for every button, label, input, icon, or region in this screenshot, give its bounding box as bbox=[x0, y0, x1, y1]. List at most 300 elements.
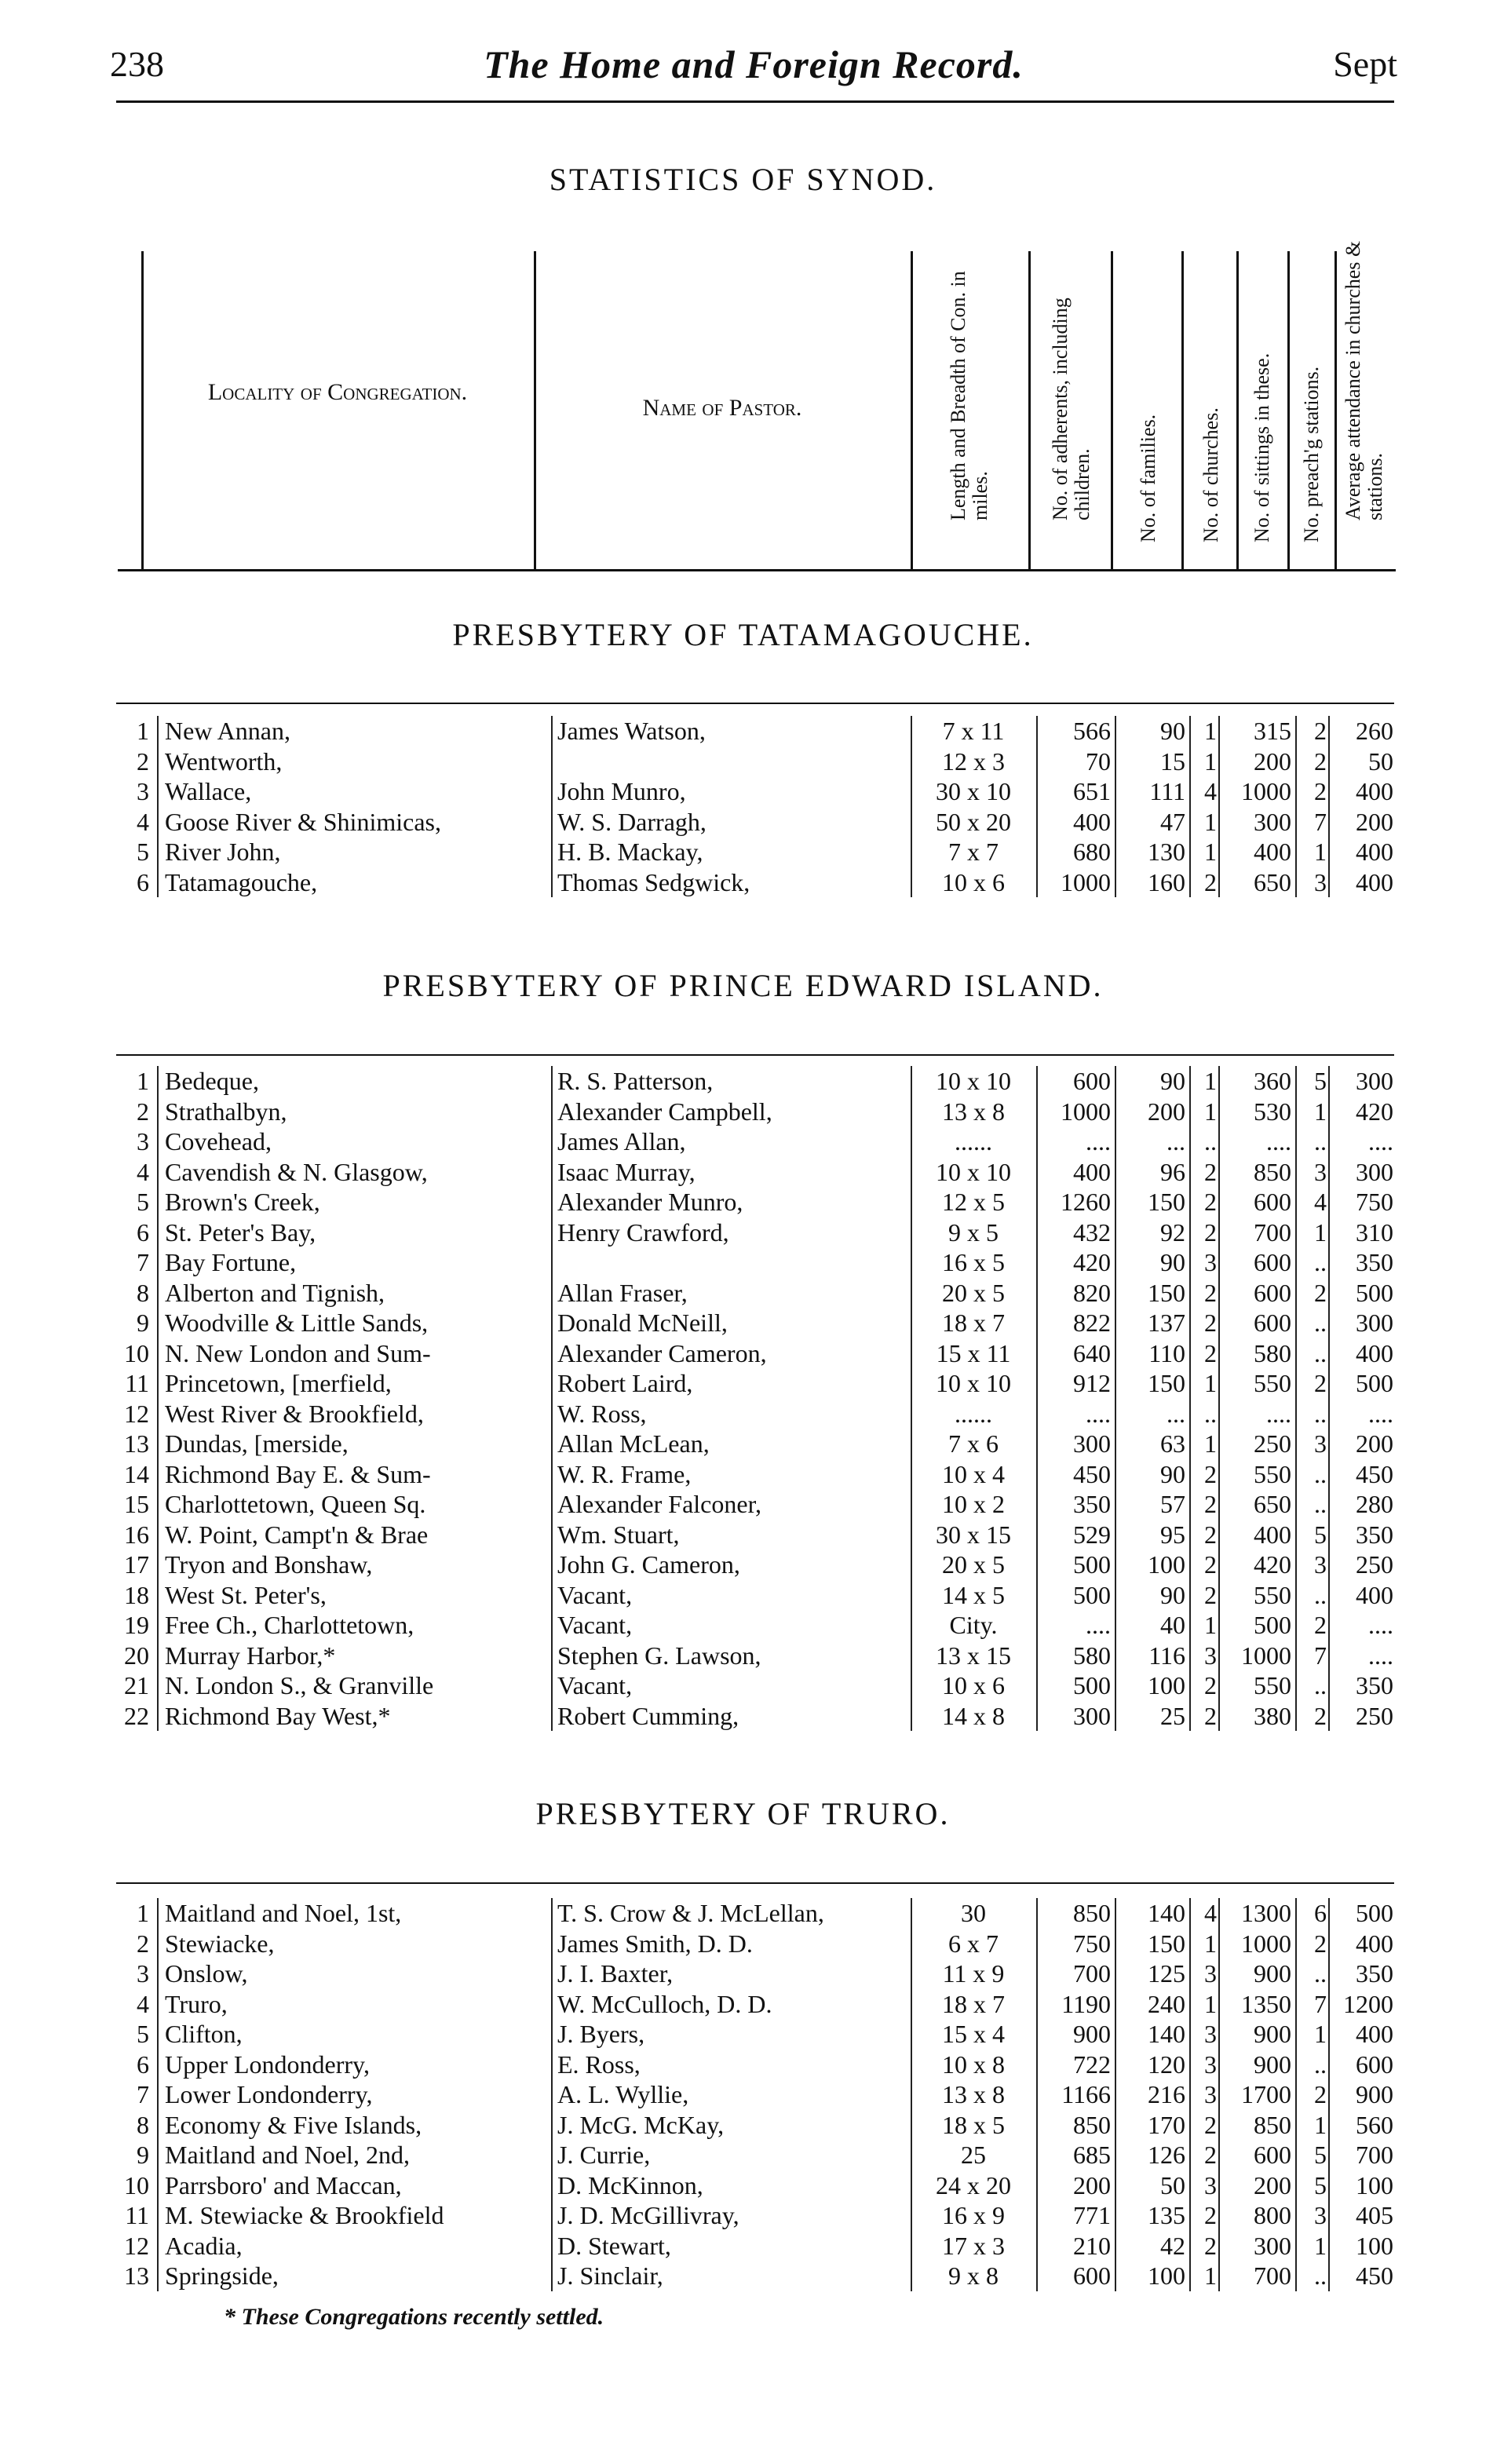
congregation-size: 10 x 6 bbox=[942, 1671, 1005, 1699]
row-number: 6 bbox=[137, 2050, 149, 2079]
adherents-count: 1166 bbox=[1061, 2080, 1111, 2108]
congregation-locality: Stewiacke, bbox=[165, 1929, 275, 1958]
average-attendance: 420 bbox=[1356, 1097, 1393, 1126]
preaching-stations-count: 2 bbox=[1314, 2080, 1327, 2108]
congregation-locality: Wentworth, bbox=[165, 747, 283, 776]
churches-count: 3 bbox=[1204, 1641, 1217, 1670]
sittings-count: 600 bbox=[1254, 1309, 1291, 1337]
congregation-locality: West St. Peter's, bbox=[165, 1580, 327, 1609]
row-number: 21 bbox=[124, 1671, 149, 1699]
sittings-count: 550 bbox=[1254, 1369, 1291, 1397]
row-number: 2 bbox=[137, 747, 149, 776]
adherents-count: 850 bbox=[1073, 2110, 1111, 2139]
adherents-count: 580 bbox=[1073, 1641, 1111, 1670]
churches-count: 4 bbox=[1204, 777, 1217, 805]
pastor-name: James Allan, bbox=[557, 1127, 686, 1155]
row-number: 8 bbox=[137, 2110, 149, 2139]
table-row bbox=[118, 1126, 1397, 1157]
table-row bbox=[118, 1489, 1397, 1520]
churches-count: 2 bbox=[1204, 1701, 1217, 1730]
sittings-count: 550 bbox=[1254, 1580, 1291, 1609]
pastor-name: D. Stewart, bbox=[557, 2231, 671, 2260]
table-row bbox=[118, 1338, 1397, 1369]
families-count: 135 bbox=[1148, 2201, 1185, 2229]
congregation-size: 18 x 5 bbox=[942, 2110, 1005, 2139]
preaching-stations-count: 5 bbox=[1314, 1067, 1327, 1095]
table-row bbox=[118, 2140, 1397, 2170]
congregation-locality: Springside, bbox=[165, 2261, 279, 2290]
preaching-stations-count: .. bbox=[1314, 1490, 1327, 1518]
column-divider bbox=[534, 251, 536, 569]
pastor-name: Vacant, bbox=[557, 1671, 633, 1699]
congregation-size: 14 x 8 bbox=[942, 1701, 1005, 1730]
congregation-size: 7 x 7 bbox=[948, 838, 999, 866]
congregation-size: 10 x 10 bbox=[936, 1157, 1011, 1186]
pastor-name: Alexander Falconer, bbox=[557, 1490, 761, 1518]
pastor-name: J. Sinclair, bbox=[557, 2261, 663, 2290]
congregation-locality: Maitland and Noel, 2nd, bbox=[165, 2141, 410, 2169]
row-number: 1 bbox=[137, 717, 149, 745]
table-row bbox=[118, 1580, 1397, 1611]
adherents-count: 771 bbox=[1073, 2201, 1111, 2229]
row-number: 16 bbox=[124, 1520, 149, 1549]
churches-count: 3 bbox=[1204, 2170, 1217, 2199]
pastor-name: J. D. McGillivray, bbox=[557, 2201, 739, 2229]
average-attendance: 560 bbox=[1356, 2110, 1393, 2139]
adherents-count: 300 bbox=[1073, 1701, 1111, 1730]
congregation-locality: Maitland and Noel, 1st, bbox=[165, 1899, 402, 1927]
churches-count: 2 bbox=[1204, 1157, 1217, 1186]
sittings-count: 1700 bbox=[1241, 2080, 1291, 2108]
congregation-locality: Princetown, [merfield, bbox=[165, 1369, 392, 1397]
congregation-size: 10 x 6 bbox=[942, 867, 1005, 896]
average-attendance: 400 bbox=[1356, 838, 1393, 866]
average-attendance: 300 bbox=[1356, 1157, 1393, 1186]
average-attendance: 1200 bbox=[1343, 1989, 1393, 2018]
churches-count: 2 bbox=[1204, 1217, 1217, 1247]
row-number: 22 bbox=[124, 1701, 149, 1730]
row-number: 13 bbox=[124, 1429, 149, 1458]
table-row bbox=[118, 747, 1397, 777]
average-attendance: .... bbox=[1368, 1127, 1393, 1155]
stations-column-header: No. preach'g stations. bbox=[1299, 366, 1323, 542]
congregation-size: 17 x 3 bbox=[942, 2231, 1005, 2260]
pastor-name: Vacant, bbox=[557, 1611, 633, 1639]
average-attendance: 100 bbox=[1356, 2231, 1393, 2260]
table-row bbox=[118, 1701, 1397, 1732]
table-row bbox=[118, 1670, 1397, 1701]
congregation-size: 24 x 20 bbox=[936, 2170, 1011, 2199]
congregation-locality: N. New London and Sum- bbox=[165, 1338, 431, 1367]
average-attendance: 600 bbox=[1356, 2050, 1393, 2079]
adherents-count: .... bbox=[1086, 1127, 1111, 1155]
table-row bbox=[118, 1217, 1397, 1248]
presbytery-heading: PRESBYTERY OF TRURO. bbox=[535, 1796, 951, 1831]
families-count: 96 bbox=[1160, 1157, 1185, 1186]
average-attendance: 350 bbox=[1356, 1520, 1393, 1549]
average-attendance: 350 bbox=[1356, 1671, 1393, 1699]
families-count: 140 bbox=[1148, 1899, 1185, 1927]
families-count: 25 bbox=[1160, 1701, 1185, 1730]
churches-count: 1 bbox=[1204, 1989, 1217, 2018]
sittings-count: 1350 bbox=[1241, 1989, 1291, 2018]
footnote: * These Congregations recently settled. bbox=[224, 2304, 604, 2330]
churches-count: 3 bbox=[1204, 1248, 1217, 1276]
churches-count: 2 bbox=[1204, 867, 1217, 896]
families-column-header: No. of families. bbox=[1136, 414, 1159, 542]
table-row bbox=[118, 1429, 1397, 1459]
sittings-count: 600 bbox=[1254, 1248, 1291, 1276]
sittings-column-header: No. of sittings in these. bbox=[1250, 352, 1273, 542]
adherents-count: 420 bbox=[1073, 1248, 1111, 1276]
average-attendance: 260 bbox=[1356, 717, 1393, 745]
congregation-size: 15 x 11 bbox=[936, 1338, 1011, 1367]
preaching-stations-count: 1 bbox=[1314, 838, 1327, 866]
section-rule bbox=[116, 703, 1394, 704]
average-attendance: 500 bbox=[1356, 1278, 1393, 1307]
average-attendance: .... bbox=[1368, 1399, 1393, 1428]
preaching-stations-count: 2 bbox=[1314, 1929, 1327, 1958]
average-attendance: 405 bbox=[1356, 2201, 1393, 2229]
average-attendance: 250 bbox=[1356, 1550, 1393, 1579]
row-number: 9 bbox=[137, 2141, 149, 2169]
churches-count: .. bbox=[1204, 1399, 1217, 1428]
average-attendance: 200 bbox=[1356, 1429, 1393, 1458]
sittings-count: 900 bbox=[1254, 2050, 1291, 2079]
congregation-locality: Bedeque, bbox=[165, 1067, 259, 1095]
pastor-name: W. McCulloch, D. D. bbox=[557, 1989, 772, 2018]
row-number: 15 bbox=[124, 1490, 149, 1518]
table-row bbox=[118, 867, 1397, 898]
pastor-name: W. R. Frame, bbox=[557, 1459, 692, 1488]
average-attendance: 310 bbox=[1356, 1217, 1393, 1247]
congregation-locality: Covehead, bbox=[165, 1127, 272, 1155]
families-count: 137 bbox=[1148, 1309, 1185, 1337]
average-attendance: 450 bbox=[1356, 2261, 1393, 2290]
churches-count: 2 bbox=[1204, 2231, 1217, 2260]
adherents-column-header: No. of adherents, including children. bbox=[1049, 298, 1094, 520]
families-count: 47 bbox=[1160, 807, 1185, 836]
table-row bbox=[118, 2019, 1397, 2050]
row-number: 3 bbox=[137, 777, 149, 805]
table-row bbox=[118, 2170, 1397, 2201]
congregation-locality: Alberton and Tignish, bbox=[165, 1278, 385, 1307]
preaching-stations-count: 2 bbox=[1314, 1278, 1327, 1307]
families-count: 130 bbox=[1148, 838, 1185, 866]
row-number: 11 bbox=[125, 1369, 149, 1397]
churches-count: 1 bbox=[1204, 1611, 1217, 1639]
pastor-name: R. S. Patterson, bbox=[557, 1067, 714, 1095]
families-count: 150 bbox=[1148, 1929, 1185, 1958]
adherents-count: 70 bbox=[1086, 747, 1111, 776]
families-count: 57 bbox=[1160, 1490, 1185, 1518]
congregation-size: 10 x 10 bbox=[936, 1369, 1011, 1397]
row-number: 2 bbox=[137, 1097, 149, 1126]
congregation-locality: Onslow, bbox=[165, 1959, 248, 1988]
presbytery-table bbox=[118, 1898, 1397, 2291]
pastor-name: A. L. Wyllie, bbox=[557, 2080, 689, 2108]
adherents-count: 1260 bbox=[1061, 1188, 1111, 1216]
average-attendance: 750 bbox=[1356, 1188, 1393, 1216]
families-count: 90 bbox=[1160, 717, 1185, 745]
congregation-locality: River John, bbox=[165, 838, 281, 866]
sittings-count: 500 bbox=[1254, 1611, 1291, 1639]
preaching-stations-count: 2 bbox=[1314, 1701, 1327, 1730]
congregation-locality: Bay Fortune, bbox=[165, 1248, 297, 1276]
churches-count: 2 bbox=[1204, 1338, 1217, 1367]
adherents-count: 200 bbox=[1073, 2170, 1111, 2199]
presbytery-heading: PRESBYTERY OF TATAMAGOUCHE. bbox=[452, 617, 1034, 652]
preaching-stations-count: 1 bbox=[1314, 1217, 1327, 1247]
pastor-name: Robert Cumming, bbox=[557, 1701, 739, 1730]
pastor-name: Alexander Munro, bbox=[557, 1188, 743, 1216]
congregation-locality: Clifton, bbox=[165, 2020, 243, 2048]
adherents-count: 432 bbox=[1073, 1217, 1111, 1247]
running-month: Sept bbox=[1333, 44, 1397, 84]
row-number: 20 bbox=[124, 1641, 149, 1670]
churches-count: 3 bbox=[1204, 2080, 1217, 2108]
row-number: 17 bbox=[124, 1550, 149, 1579]
congregation-locality: W. Point, Campt'n & Brae bbox=[165, 1520, 429, 1549]
churches-count: 2 bbox=[1204, 2201, 1217, 2229]
pastor-name: Robert Laird, bbox=[557, 1369, 693, 1397]
families-count: 150 bbox=[1148, 1188, 1185, 1216]
preaching-stations-count: 1 bbox=[1314, 2020, 1327, 2048]
families-count: 140 bbox=[1148, 2020, 1185, 2048]
adherents-count: 900 bbox=[1073, 2020, 1111, 2048]
column-divider bbox=[1287, 251, 1290, 569]
adherents-count: 500 bbox=[1073, 1580, 1111, 1609]
average-attendance: 400 bbox=[1356, 2020, 1393, 2048]
preaching-stations-count: .. bbox=[1314, 1127, 1327, 1155]
families-count: 116 bbox=[1148, 1641, 1185, 1670]
table-row bbox=[118, 2261, 1397, 2291]
pastor-name: Stephen G. Lawson, bbox=[557, 1641, 761, 1670]
pastor-name: Henry Crawford, bbox=[557, 1217, 729, 1247]
column-divider bbox=[1028, 251, 1031, 569]
congregation-size: 6 x 7 bbox=[948, 1929, 999, 1958]
presbytery-table bbox=[118, 716, 1397, 897]
sittings-count: 650 bbox=[1254, 867, 1291, 896]
presbytery-heading: PRESBYTERY OF PRINCE EDWARD ISLAND. bbox=[382, 968, 1104, 1003]
preaching-stations-count: 3 bbox=[1314, 1157, 1327, 1186]
churches-count: 1 bbox=[1204, 1369, 1217, 1397]
row-number: 6 bbox=[137, 1217, 149, 1247]
congregation-locality: Richmond Bay West,* bbox=[165, 1701, 391, 1730]
average-attendance: .... bbox=[1368, 1611, 1393, 1639]
average-attendance: 350 bbox=[1356, 1248, 1393, 1276]
attendance-column-header: Average attendance in churches & stations. bbox=[1341, 240, 1386, 520]
congregation-size: 50 x 20 bbox=[936, 807, 1011, 836]
churches-count: 2 bbox=[1204, 1520, 1217, 1549]
adherents-count: 700 bbox=[1073, 1959, 1111, 1988]
preaching-stations-count: 2 bbox=[1314, 1611, 1327, 1639]
congregation-locality: N. London S., & Granville bbox=[165, 1671, 434, 1699]
column-divider bbox=[911, 251, 913, 569]
churches-count: 1 bbox=[1204, 1067, 1217, 1095]
pastor-name: T. S. Crow & J. McLellan, bbox=[557, 1899, 824, 1927]
families-count: 40 bbox=[1160, 1611, 1185, 1639]
section-rule bbox=[116, 1054, 1394, 1056]
average-attendance: 250 bbox=[1356, 1701, 1393, 1730]
table-row bbox=[118, 776, 1397, 807]
families-count: 125 bbox=[1148, 1959, 1185, 1988]
congregation-locality: New Annan, bbox=[165, 717, 290, 745]
families-count: 90 bbox=[1160, 1067, 1185, 1095]
row-number: 4 bbox=[137, 1989, 149, 2018]
preaching-stations-count: .. bbox=[1314, 1580, 1327, 1609]
families-count: 100 bbox=[1148, 1671, 1185, 1699]
churches-count: 2 bbox=[1204, 2141, 1217, 2169]
pastor-name: J. Byers, bbox=[557, 2020, 645, 2048]
congregation-locality: West River & Brookfield, bbox=[165, 1399, 424, 1428]
adherents-count: 300 bbox=[1073, 1429, 1111, 1458]
congregation-locality: Cavendish & N. Glasgow, bbox=[165, 1157, 428, 1186]
churches-count: 1 bbox=[1204, 2261, 1217, 2290]
preaching-stations-count: .. bbox=[1314, 1248, 1327, 1276]
pastor-name: E. Ross, bbox=[557, 2050, 641, 2079]
congregation-size: 7 x 6 bbox=[948, 1429, 999, 1458]
pastor-name: James Smith, D. D. bbox=[557, 1929, 753, 1958]
sittings-count: 800 bbox=[1254, 2201, 1291, 2229]
families-count: 90 bbox=[1160, 1580, 1185, 1609]
families-count: 100 bbox=[1148, 1550, 1185, 1579]
average-attendance: .... bbox=[1368, 1641, 1393, 1670]
preaching-stations-count: 1 bbox=[1314, 2110, 1327, 2139]
congregation-size: 18 x 7 bbox=[942, 1989, 1005, 2018]
congregation-size: 30 bbox=[961, 1899, 986, 1927]
pastor-name: J. I. Baxter, bbox=[557, 1959, 674, 1988]
table-row bbox=[118, 2050, 1397, 2080]
congregation-size: 16 x 5 bbox=[942, 1248, 1005, 1276]
average-attendance: 400 bbox=[1356, 1580, 1393, 1609]
table-row bbox=[118, 1989, 1397, 2020]
pastor-name: J. McG. McKay, bbox=[557, 2110, 725, 2139]
sittings-count: 200 bbox=[1254, 747, 1291, 776]
churches-count: .. bbox=[1204, 1127, 1217, 1155]
churches-count: 4 bbox=[1204, 1899, 1217, 1927]
adherents-count: .... bbox=[1086, 1611, 1111, 1639]
average-attendance: 300 bbox=[1356, 1067, 1393, 1095]
preaching-stations-count: .. bbox=[1314, 1459, 1327, 1488]
preaching-stations-count: 2 bbox=[1314, 717, 1327, 745]
pastor-name: Thomas Sedgwick, bbox=[557, 867, 750, 896]
congregation-size: 10 x 2 bbox=[942, 1490, 1005, 1518]
congregation-locality: Strathalbyn, bbox=[165, 1097, 287, 1126]
sittings-count: 200 bbox=[1254, 2170, 1291, 2199]
adherents-count: .... bbox=[1086, 1399, 1111, 1428]
pastor-name: J. Currie, bbox=[557, 2141, 651, 2169]
preaching-stations-count: 3 bbox=[1314, 1429, 1327, 1458]
pastor-name: Allan McLean, bbox=[557, 1429, 710, 1458]
sittings-count: 900 bbox=[1254, 2020, 1291, 2048]
families-count: 170 bbox=[1148, 2110, 1185, 2139]
families-count: 120 bbox=[1148, 2050, 1185, 2079]
table-row bbox=[118, 1929, 1397, 1959]
congregation-size: 9 x 8 bbox=[948, 2261, 999, 2290]
sittings-count: 1000 bbox=[1241, 1641, 1291, 1670]
column-divider bbox=[1181, 251, 1184, 569]
table-row bbox=[118, 1187, 1397, 1217]
pastor-name: Allan Fraser, bbox=[557, 1278, 688, 1307]
sittings-count: 315 bbox=[1254, 717, 1291, 745]
congregation-size: ...... bbox=[955, 1127, 992, 1155]
congregation-locality: Free Ch., Charlottetown, bbox=[165, 1611, 414, 1639]
churches-count: 3 bbox=[1204, 2050, 1217, 2079]
table-row bbox=[118, 1958, 1397, 1989]
average-attendance: 500 bbox=[1356, 1899, 1393, 1927]
adherents-count: 350 bbox=[1073, 1490, 1111, 1518]
congregation-size: 12 x 5 bbox=[942, 1188, 1005, 1216]
churches-count: 2 bbox=[1204, 1550, 1217, 1579]
adherents-count: 1000 bbox=[1061, 1097, 1111, 1126]
churches-count: 2 bbox=[1204, 1490, 1217, 1518]
churches-count: 1 bbox=[1204, 1929, 1217, 1958]
churches-count: 2 bbox=[1204, 2110, 1217, 2139]
families-count: 240 bbox=[1148, 1989, 1185, 2018]
adherents-count: 750 bbox=[1073, 1929, 1111, 1958]
families-count: ... bbox=[1167, 1127, 1185, 1155]
table-row bbox=[118, 1399, 1397, 1429]
average-attendance: 900 bbox=[1356, 2080, 1393, 2108]
families-count: 63 bbox=[1160, 1429, 1185, 1458]
row-number: 11 bbox=[125, 2201, 149, 2229]
preaching-stations-count: 3 bbox=[1314, 2201, 1327, 2229]
pastor-name: Vacant, bbox=[557, 1580, 633, 1609]
churches-column-header: No. of churches. bbox=[1199, 407, 1222, 542]
congregation-locality: Murray Harbor,* bbox=[165, 1641, 336, 1670]
pastor-name: James Watson, bbox=[557, 717, 706, 745]
average-attendance: 500 bbox=[1356, 1369, 1393, 1397]
preaching-stations-count: .. bbox=[1314, 1309, 1327, 1337]
adherents-count: 1190 bbox=[1061, 1989, 1111, 2018]
congregation-size: 13 x 8 bbox=[942, 2080, 1005, 2108]
table-row bbox=[118, 1459, 1397, 1490]
preaching-stations-count: 6 bbox=[1314, 1899, 1327, 1927]
churches-count: 3 bbox=[1204, 1959, 1217, 1988]
average-attendance: 400 bbox=[1356, 1338, 1393, 1367]
preaching-stations-count: 1 bbox=[1314, 2231, 1327, 2260]
running-header bbox=[110, 35, 1397, 98]
sittings-count: 530 bbox=[1254, 1097, 1291, 1126]
congregation-locality: Upper Londonderry, bbox=[165, 2050, 370, 2079]
congregation-size: 20 x 5 bbox=[942, 1278, 1005, 1307]
adherents-count: 651 bbox=[1073, 777, 1111, 805]
congregation-locality: Richmond Bay E. & Sum- bbox=[165, 1459, 431, 1488]
congregation-size: 11 x 9 bbox=[942, 1959, 1005, 1988]
congregation-size: 13 x 15 bbox=[936, 1641, 1011, 1670]
sittings-count: 600 bbox=[1254, 1278, 1291, 1307]
families-count: ... bbox=[1167, 1399, 1185, 1428]
column-header-rule bbox=[118, 569, 1396, 571]
congregation-locality: Wallace, bbox=[165, 777, 252, 805]
average-attendance: 450 bbox=[1356, 1459, 1393, 1488]
table-row bbox=[118, 2231, 1397, 2261]
table-row bbox=[118, 2079, 1397, 2110]
adherents-count: 912 bbox=[1073, 1369, 1111, 1397]
average-attendance: 700 bbox=[1356, 2141, 1393, 2169]
churches-count: 1 bbox=[1204, 1097, 1217, 1126]
congregation-size: 15 x 4 bbox=[942, 2020, 1005, 2048]
header-rule bbox=[116, 100, 1394, 103]
families-count: 100 bbox=[1148, 2261, 1185, 2290]
sittings-count: .... bbox=[1266, 1127, 1291, 1155]
congregation-size: 25 bbox=[961, 2141, 986, 2169]
locality-column-header: Locality of Congregation. bbox=[207, 379, 468, 405]
preaching-stations-count: 1 bbox=[1314, 1097, 1327, 1126]
column-divider bbox=[1111, 251, 1113, 569]
congregation-locality: Economy & Five Islands, bbox=[165, 2110, 422, 2139]
